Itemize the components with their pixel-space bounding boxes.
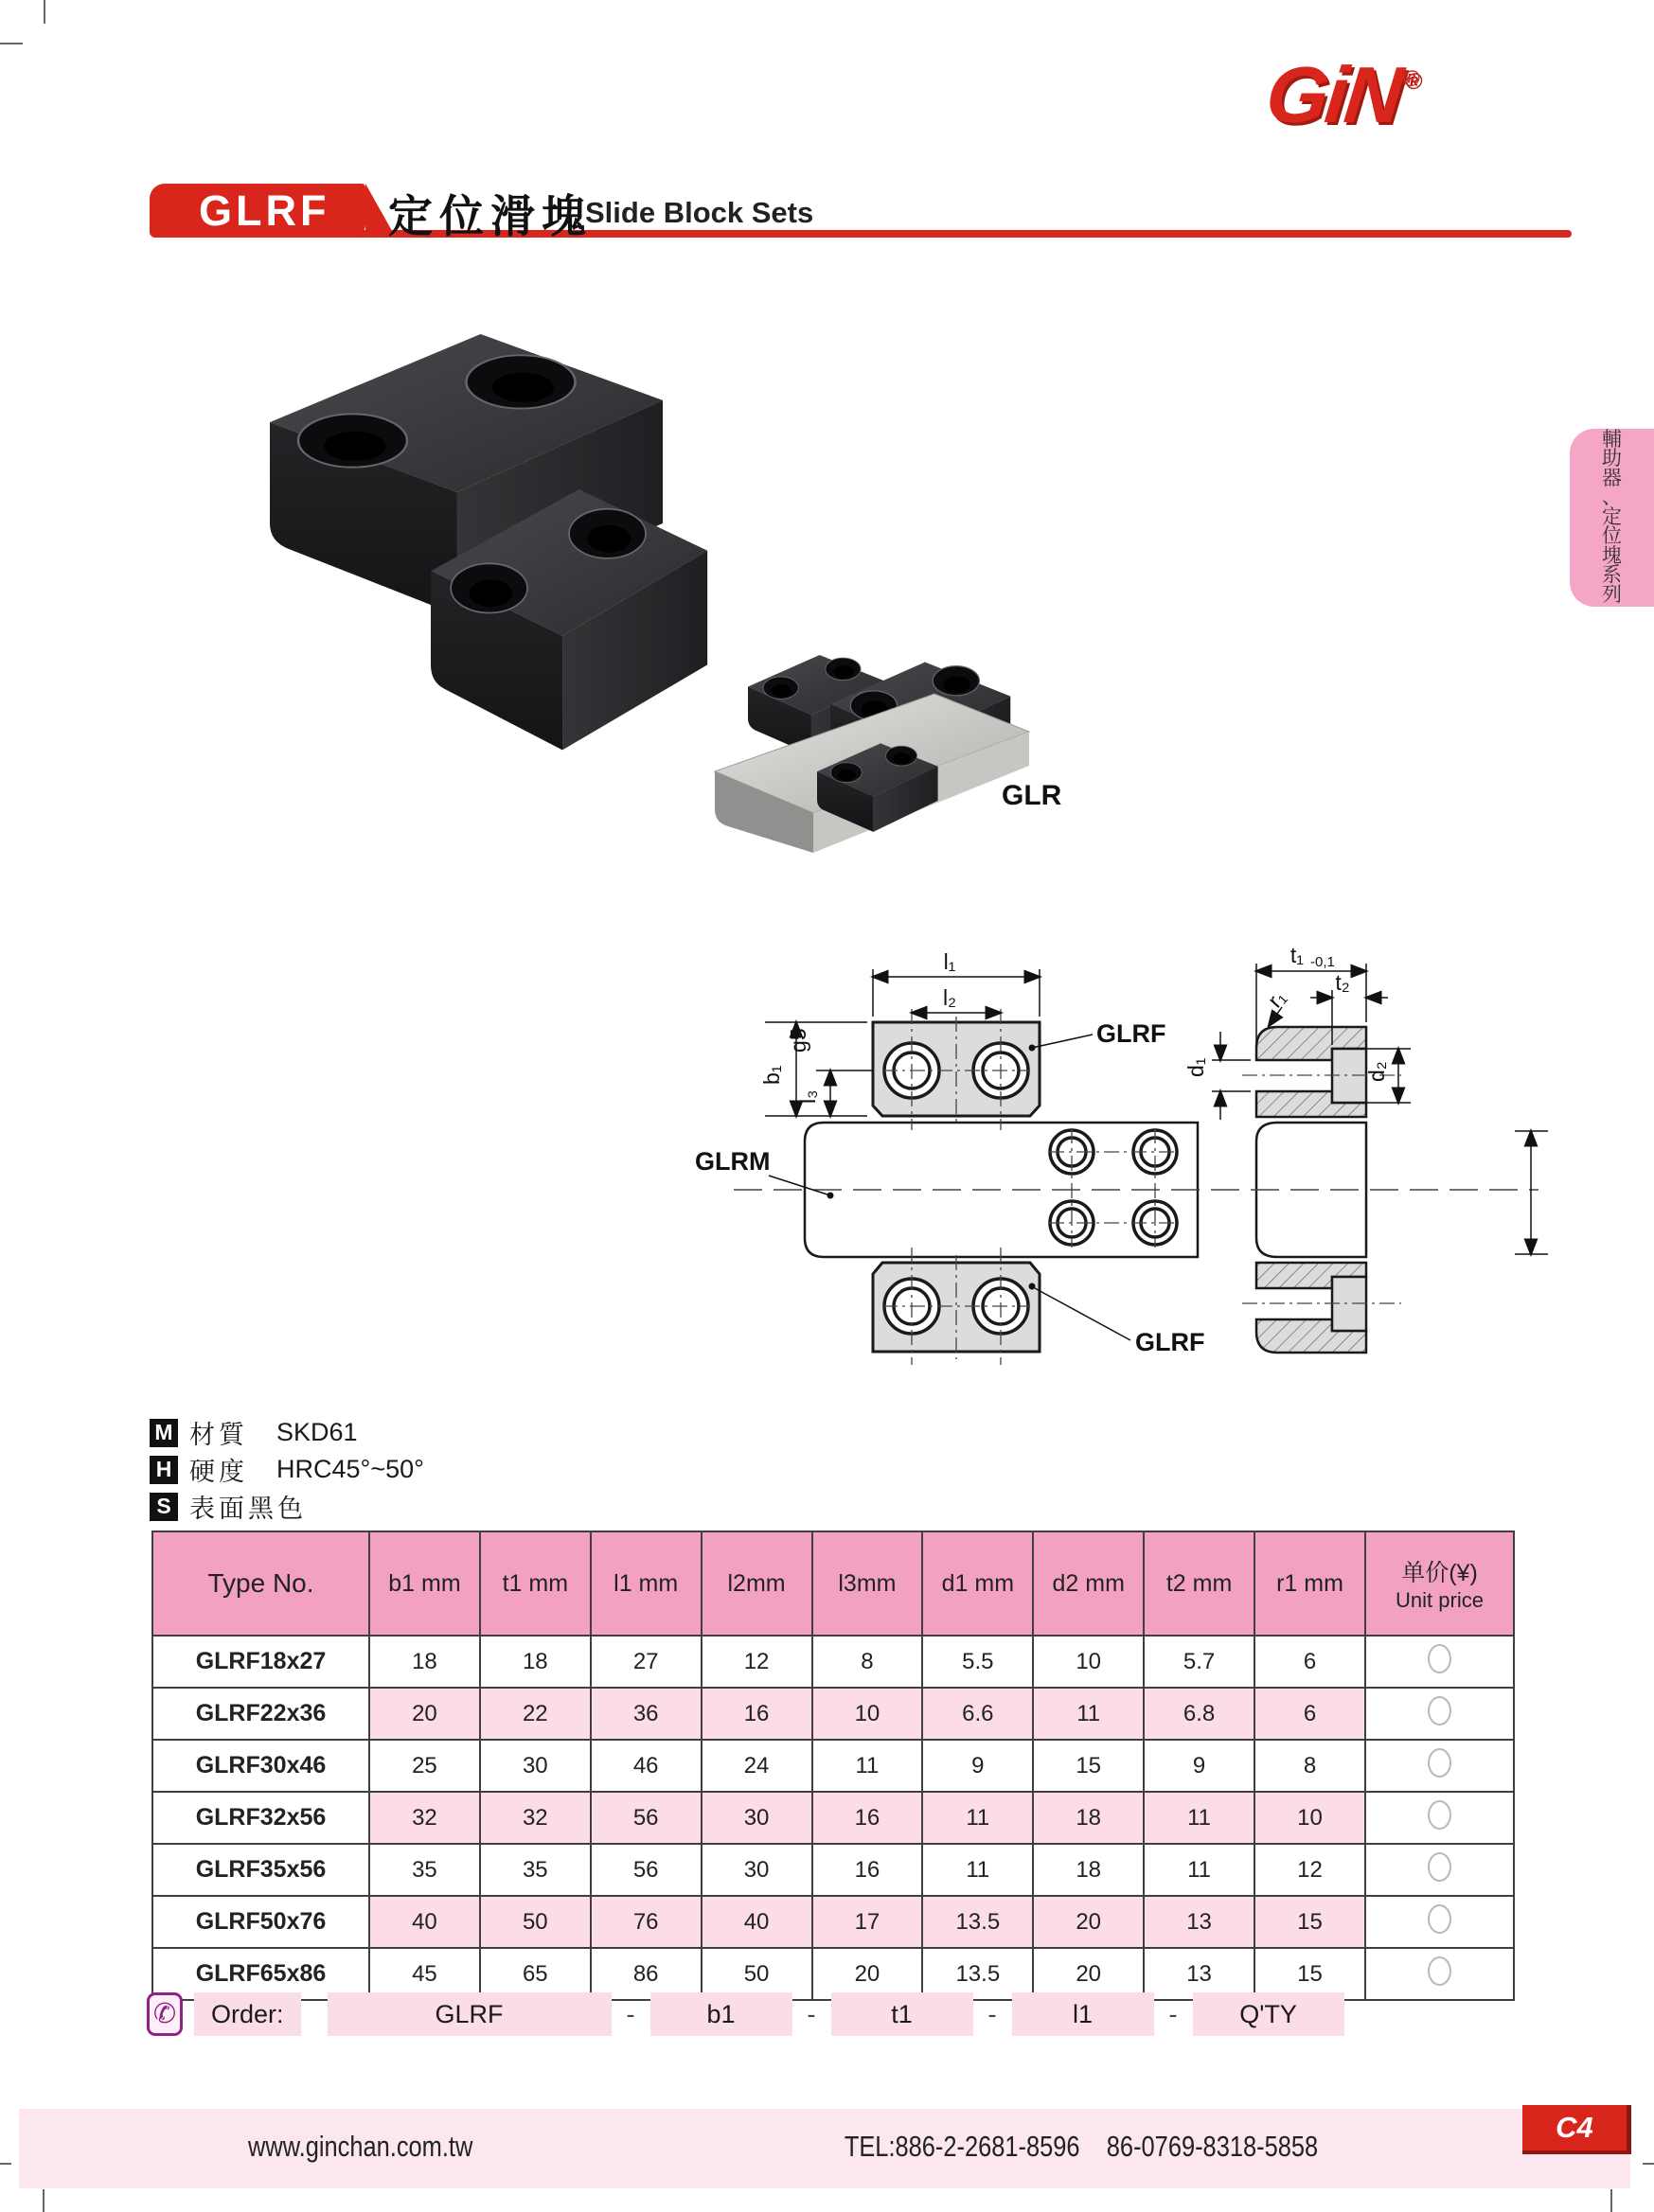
price-circle-icon [1428, 1748, 1451, 1778]
value-cell: 11 [1144, 1844, 1254, 1896]
value-cell: 40 [369, 1896, 480, 1948]
spec-label: 硬度 [189, 1458, 248, 1486]
value-cell: 46 [591, 1740, 702, 1792]
unit-price-cell [1365, 1740, 1514, 1792]
spec-table [151, 1531, 1515, 2001]
value-cell: 6 [1254, 1636, 1365, 1688]
price-circle-icon [1428, 1904, 1451, 1934]
column-header: l2mm [702, 1531, 812, 1636]
value-cell: 18 [1033, 1844, 1144, 1896]
value-cell: 16 [812, 1792, 923, 1844]
value-cell: 8 [1254, 1740, 1365, 1792]
drawing-label-glrf-bottom: GLRF [1135, 1328, 1205, 1356]
crop-mark [1643, 2163, 1654, 2165]
phone-icon: ✆ [152, 1998, 177, 2029]
order-part-box: GLRF [328, 1992, 612, 2036]
website-link[interactable]: www.ginchan.com.tw [248, 2130, 473, 2163]
value-cell: 20 [1033, 1948, 1144, 2000]
value-cell: 18 [369, 1636, 480, 1688]
column-header: b1 mm [369, 1531, 480, 1636]
value-cell: 50 [480, 1896, 591, 1948]
value-cell: 6.6 [922, 1688, 1033, 1740]
value-cell: 12 [1254, 1844, 1365, 1896]
value-cell: 11 [1033, 1688, 1144, 1740]
spec-row-hardness [150, 1451, 424, 1488]
order-bar [147, 1991, 1344, 2037]
series-code: GLRF [199, 186, 330, 235]
value-cell: 13.5 [922, 1948, 1033, 2000]
hardness-badge-icon: H [150, 1456, 178, 1484]
value-cell: 30 [480, 1740, 591, 1792]
table-row [152, 1688, 1514, 1740]
value-cell: 17 [812, 1896, 923, 1948]
unit-price-cell [1365, 1896, 1514, 1948]
value-cell: 5.7 [1144, 1636, 1254, 1688]
unit-price-cell [1365, 1688, 1514, 1740]
dim-label-g5: g5 [786, 1028, 810, 1053]
price-header-zh: 单价(¥) [1401, 1560, 1478, 1586]
table-row [152, 1896, 1514, 1948]
order-separator: - [987, 1999, 997, 2028]
value-cell: 15 [1254, 1896, 1365, 1948]
value-cell: 11 [922, 1792, 1033, 1844]
value-cell: 35 [369, 1844, 480, 1896]
product-photo-glrf-blocks [218, 270, 729, 771]
crop-mark [0, 43, 23, 44]
type-no-cell: GLRF65x86 [152, 1948, 369, 2000]
type-no-cell: GLRF32x56 [152, 1792, 369, 1844]
table-header-row [152, 1531, 1514, 1636]
unit-price-cell [1365, 1844, 1514, 1896]
column-header-price [1365, 1531, 1514, 1636]
order-separator: - [807, 1999, 816, 2028]
side-tab-char: 助 [1602, 448, 1622, 470]
value-cell: 10 [1033, 1636, 1144, 1688]
value-cell: 6 [1254, 1688, 1365, 1740]
dim-label-l1: l₁ [943, 949, 956, 974]
column-header: Type No. [152, 1531, 369, 1636]
table-row [152, 1844, 1514, 1896]
crop-mark [44, 0, 45, 24]
order-part-box: b1 [650, 1992, 792, 2036]
dim-label-l2: l₂ [942, 985, 957, 1010]
price-header-en: Unit price [1396, 1588, 1484, 1612]
order-part-box: l1 [1012, 1992, 1154, 2036]
price-circle-icon [1428, 1696, 1451, 1725]
value-cell: 18 [1033, 1792, 1144, 1844]
type-no-cell: GLRF35x56 [152, 1844, 369, 1896]
unit-price-cell [1365, 1636, 1514, 1688]
value-cell: 36 [591, 1688, 702, 1740]
price-circle-icon [1428, 1852, 1451, 1882]
value-cell: 10 [1254, 1792, 1365, 1844]
value-cell: 25 [369, 1740, 480, 1792]
value-cell: 45 [369, 1948, 480, 2000]
drawing-label-glrm: GLRM [695, 1147, 771, 1176]
side-tab-char: 系 [1602, 564, 1622, 587]
type-no-cell: GLRF22x36 [152, 1688, 369, 1740]
column-header: l3mm [812, 1531, 923, 1636]
order-parts [328, 1992, 1344, 2036]
crop-mark [43, 2189, 44, 2212]
value-cell: 11 [812, 1740, 923, 1792]
value-cell: 6.8 [1144, 1688, 1254, 1740]
surface-badge-icon: S [150, 1493, 178, 1521]
column-header: r1 mm [1254, 1531, 1365, 1636]
page-title-zh: 定位滑塊 [388, 191, 593, 241]
spec-value: HRC45°~50° [276, 1455, 424, 1483]
value-cell: 15 [1033, 1740, 1144, 1792]
dim-label-t1-tolerance: -0,1 [1310, 954, 1335, 970]
value-cell: 10 [812, 1688, 923, 1740]
price-circle-icon [1428, 1644, 1451, 1673]
value-cell: 65 [480, 1948, 591, 2000]
dim-label-r1: r₁ [1262, 984, 1291, 1013]
value-cell: 13 [1144, 1896, 1254, 1948]
value-cell: 18 [480, 1636, 591, 1688]
value-cell: 5.5 [922, 1636, 1033, 1688]
logo-text: GiN [1262, 50, 1405, 139]
value-cell: 56 [591, 1844, 702, 1896]
side-tab-char: 器 [1602, 467, 1622, 489]
value-cell: 32 [369, 1792, 480, 1844]
side-tab-char: 位 [1602, 525, 1622, 548]
unit-price-cell [1365, 1792, 1514, 1844]
order-part-box: Q'TY [1193, 1992, 1344, 2036]
unit-price-cell [1365, 1948, 1514, 2000]
column-header: d1 mm [922, 1531, 1033, 1636]
value-cell: 22 [480, 1688, 591, 1740]
dim-label-b1: b₁ [759, 1065, 784, 1085]
side-tab-char: 定 [1602, 505, 1622, 528]
series-badge [150, 184, 365, 238]
side-tab-char: 、 [1602, 487, 1622, 509]
value-cell: 16 [702, 1688, 812, 1740]
gin-logo [1262, 50, 1423, 139]
column-header: t2 mm [1144, 1531, 1254, 1636]
column-header: t1 mm [480, 1531, 591, 1636]
dim-label-d2: d₂ [1364, 1061, 1389, 1082]
value-cell: 20 [369, 1688, 480, 1740]
dim-label-t2: t₂ [1335, 970, 1350, 995]
order-label: Order: [194, 1992, 301, 2036]
page-title-en: Slide Block Sets [585, 196, 814, 229]
value-cell: 30 [702, 1844, 812, 1896]
technical-drawing [682, 928, 1553, 1372]
order-separator: - [1168, 1999, 1178, 2028]
value-cell: 8 [812, 1636, 923, 1688]
spec-label: 材質 [189, 1421, 248, 1449]
dim-label-d1: d₁ [1183, 1057, 1208, 1077]
value-cell: 30 [702, 1792, 812, 1844]
value-cell: 13.5 [922, 1896, 1033, 1948]
value-cell: 86 [591, 1948, 702, 2000]
spec-label: 表面黑色 [189, 1495, 307, 1523]
drawing-label-glrf-top: GLRF [1096, 1019, 1166, 1048]
registered-mark-icon: ® [1401, 66, 1422, 92]
table-body [152, 1636, 1514, 2000]
value-cell: 35 [480, 1844, 591, 1896]
spec-value: SKD61 [276, 1418, 358, 1446]
glr-photo-label: GLR [1002, 780, 1062, 811]
value-cell: 50 [702, 1948, 812, 2000]
value-cell: 27 [591, 1636, 702, 1688]
phone-box [147, 1992, 183, 2036]
spec-row-surface [150, 1488, 424, 1525]
value-cell: 9 [922, 1740, 1033, 1792]
material-badge-icon: M [150, 1419, 178, 1447]
dim-label-t1: t₁ [1289, 943, 1305, 967]
column-header: l1 mm [591, 1531, 702, 1636]
value-cell: 20 [1033, 1896, 1144, 1948]
value-cell: 15 [1254, 1948, 1365, 2000]
side-tab[interactable] [1570, 429, 1654, 607]
order-separator: - [626, 1999, 635, 2028]
value-cell: 24 [702, 1740, 812, 1792]
dim-label-l3: l₃ [795, 1089, 820, 1104]
crop-mark [0, 2163, 11, 2165]
value-cell: 76 [591, 1896, 702, 1948]
order-part-box: t1 [831, 1992, 973, 2036]
side-tab-char: 列 [1602, 583, 1622, 606]
material-specs [150, 1414, 424, 1525]
type-no-cell: GLRF50x76 [152, 1896, 369, 1948]
spec-row-material [150, 1414, 424, 1451]
value-cell: 9 [1144, 1740, 1254, 1792]
table-row [152, 1740, 1514, 1792]
telephone-numbers: TEL:886-2-2681-8596 86-0769-8318-5858 [844, 2130, 1318, 2163]
type-no-cell: GLRF18x27 [152, 1636, 369, 1688]
value-cell: 16 [812, 1844, 923, 1896]
value-cell: 12 [702, 1636, 812, 1688]
value-cell: 56 [591, 1792, 702, 1844]
value-cell: 13 [1144, 1948, 1254, 2000]
price-circle-icon [1428, 1956, 1451, 1986]
value-cell: 32 [480, 1792, 591, 1844]
price-circle-icon [1428, 1800, 1451, 1830]
side-tab-char: 塊 [1602, 544, 1622, 567]
crop-mark [1610, 2189, 1612, 2212]
value-cell: 40 [702, 1896, 812, 1948]
table-row [152, 1636, 1514, 1688]
side-tab-char: 輔 [1602, 428, 1622, 451]
value-cell: 20 [812, 1948, 923, 2000]
column-header: d2 mm [1033, 1531, 1144, 1636]
value-cell: 11 [922, 1844, 1033, 1896]
footer-bar [19, 2109, 1630, 2188]
page-number-badge: C4 [1522, 2105, 1631, 2154]
value-cell: 11 [1144, 1792, 1254, 1844]
table-row [152, 1792, 1514, 1844]
type-no-cell: GLRF30x46 [152, 1740, 369, 1792]
